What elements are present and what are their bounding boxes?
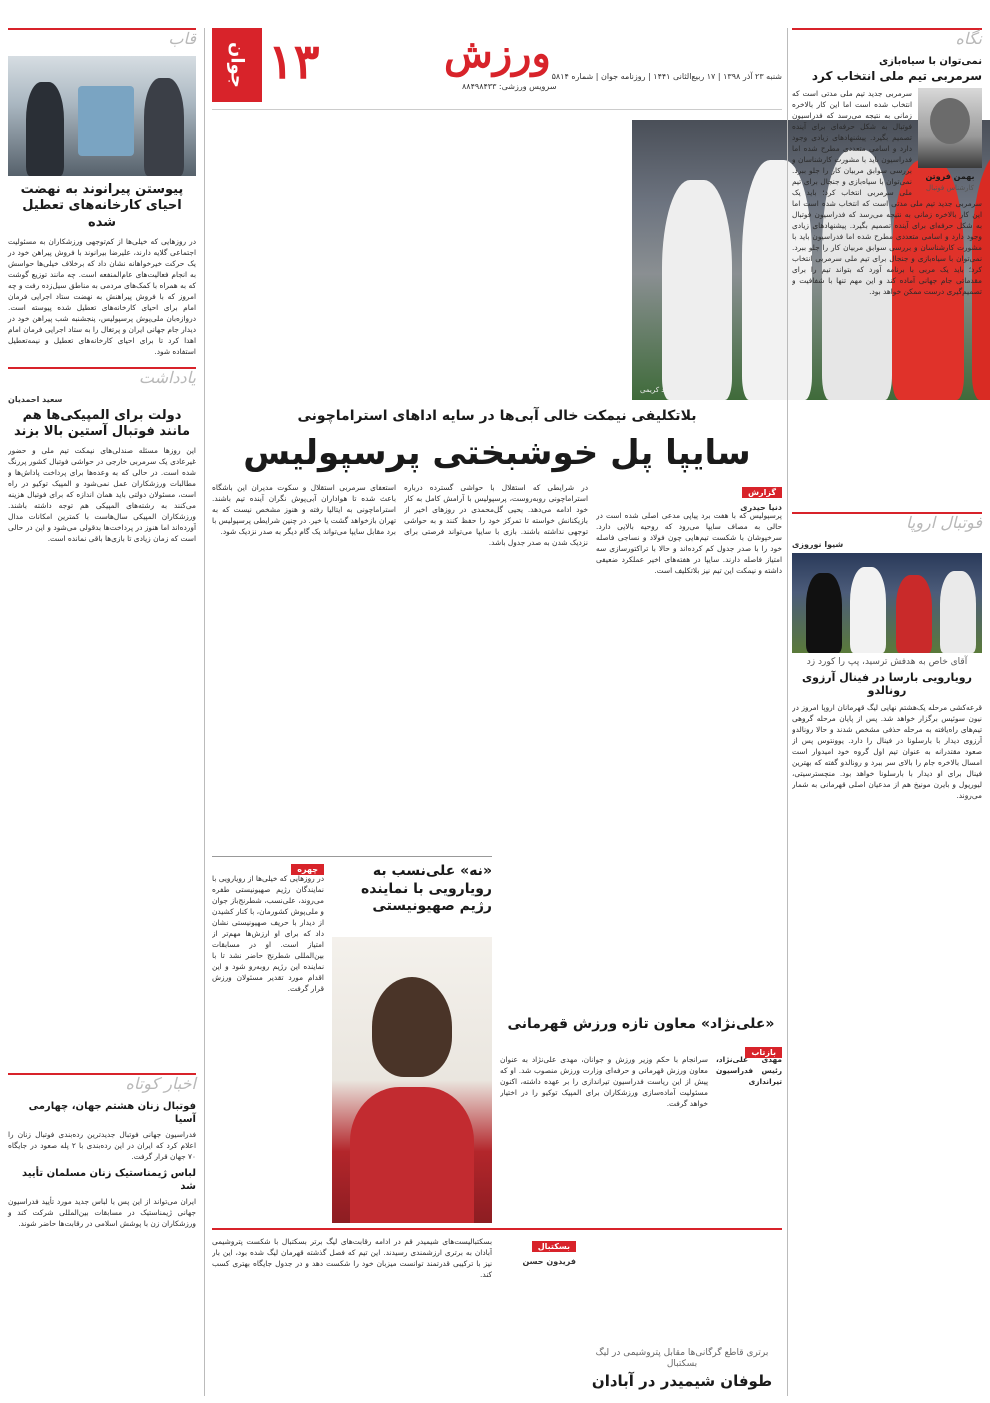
europe-body: قرعه‌کشی مرحله یک‌هشتم نهایی لیگ قهرمانان اروپا امروز در نیون سوئیس برگزار خواهد شد. پس از پایان مرحله گروهی تیم‌های راه‌یافته به مرحله حذفی مشخص شدند و حالا رونالدو آرزوی دیدار با بارسلونا در فینال را دارد. یوونتوس پس از صعود مقتدرانه به عنوان تیم اول گروه خود امیدوار است امسال بالاخره جام را بالای سر ببرد و رونالدو گفته که بهترین فینال برای او دیدار با بارسلونا خواهد بود. منچسترسیتی، لیورپول و بایرن مونیخ هم از مدعیان اصلی قهرمانی به شمار می‌روند. bbox=[792, 703, 982, 800]
main-body-col1: پرسپولیس که با هفت برد پیاپی مدعی اصلی شده است در حالی به مصاف سایپا می‌رود که روحیه بالایی دارد. سرخپوشان با شکست تیم‌هایی چون فولاد و نساجی فاصله خود را با صدر جدول کم کرده‌اند و حالا با تراکتورسازی سه امتیاز فاصله دارند. سایپا در هفته‌های اخیر عملکرد ضعیفی داشته و نیمکت این تیم نیز بلاتکلیف است. bbox=[596, 511, 782, 575]
main-headline: سایپا پل خوشبختی پرسپولیس bbox=[243, 433, 751, 473]
europe-photo-caption: آقای خاص به هدفش ترسید، پپ را کورد زد bbox=[806, 656, 968, 667]
box3-tag-wrap bbox=[500, 1234, 576, 1270]
short-news-1-body: فدراسیون جهانی فوتبال جدیدترین رده‌بندی فوتبال زنان را اعلام کرد که ایران در این رده‌بندی با ۲ پله صعود در جایگاه ۷۰ جهان قرار گرفت. bbox=[8, 1130, 196, 1162]
section-label-view: نگاه bbox=[955, 29, 982, 48]
opinion-headline: سرمربی تیم ملی انتخاب کرد bbox=[811, 68, 982, 83]
box3-author: فریدون حسن bbox=[522, 1257, 576, 1266]
top-story-headline: پیوستن پیرانوند به نهضت احیای کارخانه‌های تعطیل شده bbox=[20, 182, 184, 230]
photo-credit: عکس: محمد کریمی bbox=[640, 386, 699, 394]
section-label-frame: قاب bbox=[168, 29, 196, 48]
issue-info: شنبه ۲۳ آذر ۱۳۹۸ | ۱۷ ربیع‌الثانی ۱۴۴۱ | روزنامه جوان | شماره ۵۸۱۴ bbox=[551, 72, 782, 81]
section-label-short-news: اخبار کوتاه bbox=[125, 1074, 196, 1094]
box3-kicker: برتری قاطع گرگانی‌ها مقابل پتروشیمی در لیگ بسکتبال bbox=[595, 1348, 769, 1370]
box2-tag: بازتاب bbox=[745, 1047, 782, 1058]
box1 bbox=[212, 856, 492, 1222]
masthead bbox=[212, 28, 782, 110]
europe-headline: رویارویی بارسا در فینال آرزوی رونالدو bbox=[802, 670, 972, 698]
beiranvand-photo bbox=[8, 56, 196, 176]
box2-person: مهدی علی‌نژاد، رئیس فدراسیون تیراندازی bbox=[716, 1055, 782, 1086]
report-author: دنیا حیدری bbox=[740, 503, 782, 512]
contact-info: سرویس ورزشی: ۸۸۴۹۸۴۳۳ bbox=[462, 82, 557, 91]
short-news-1-title: فوتبال زنان هشتم جهان، چهارمی آسیا bbox=[28, 1101, 196, 1125]
chess-player-photo bbox=[332, 937, 492, 1223]
section-bar-short-news bbox=[8, 1073, 196, 1095]
box1-title: «نه» علی‌نسب به رویارویی با نماینده رژیم صهیونیستی bbox=[361, 863, 492, 914]
box3-title: طوفان شیمیدر در آبادان bbox=[591, 1372, 773, 1390]
box3-tag: بسکتبال bbox=[532, 1241, 576, 1252]
report-tag: گزارش bbox=[742, 487, 782, 498]
section-bar-frame bbox=[8, 28, 196, 50]
main-subhead: بلاتکلیفی نیمکت خالی آبی‌ها در سایه اداهای استراماچونی bbox=[297, 408, 697, 424]
europe-author: شیوا نوروزی bbox=[792, 539, 844, 549]
column-author: سعید احمدیان bbox=[8, 394, 63, 404]
opinion-body-top: سرمربی جدید تیم ملی مدتی است که انتخاب شده است اما این کار بالاخره زمانی به نتیجه می‌رسد که فدراسیون فوتبال به شکل حرفه‌ای برای آینده تصمیم بگیرد. پیشنهادهای زیادی وجود دارد و اسامی متعددی مطرح شده اما فدراسیون باید با مشورت کارشناسان و بررسی سوابق مربیان کار را جلو ببرد. نمی‌توان با سیاه‌بازی و جنجال برای تیم ملی سرمربی انتخاب کرد؛ باید یک bbox=[792, 88, 912, 197]
box1-body: در روزهایی که خیلی‌ها از رویارویی با نمایندگان رژیم صهیونیستی طفره می‌روند، علی‌نسب، شطرنج‌باز جوان و ملی‌پوش کشورمان، با کنار کشیدن از دیدار با حریف صهیونیستی نشان داد که برای او ارزش‌ها مهم‌تر از امتیاز است. او در مسابقات بین‌المللی شطرنج حاضر نشد تا با نماینده این رژیم روبه‌رو شود و این اقدام مورد تقدیر مسئولان ورزش قرار گرفت. bbox=[212, 874, 324, 993]
main-body-col3: استعفای سرمربی استقلال و سکوت مدیران این باشگاه باعث شده تا هواداران آبی‌پوش نگران آینده تیم باشند. استراماچونی به ایتالیا رفته و هنوز مشخص نیست که به تهران بازخواهد گشت یا خیر. در چنین شرایطی پرسپولیس با برد مقابل سایپا می‌تواند یک گام دیگر به صدر نزدیک شود. bbox=[212, 483, 396, 536]
box3-rule bbox=[212, 1228, 782, 1230]
section-bar-europe bbox=[792, 512, 982, 534]
column-body: این روزها مسئله صندلی‌های نیمکت تیم ملی و حضور غیرعادی یک سرمربی خارجی در حواشی فوتبال کشور پررنگ شده است. در حالی که به وعده‌ها برای پرداخت پاداش‌ها و مطالبات ورزشکاران عمل نمی‌شود و المپیک توکیو در راه است، مسئولان دولتی باید همان اندازه که برای فوتبال هزینه می‌کنند به رشته‌های المپیکی هم توجه داشته باشند. ورزشکاران المپیکی سال‌هاست با کمترین امکانات مدال آورده‌اند اما هنوز در پرداخت‌ها بدقولی می‌شود و این در حالی است که زمان زیادی تا بازی‌ها باقی نمانده است. bbox=[8, 446, 196, 544]
author-photo bbox=[918, 88, 982, 168]
box1-tag: چهره bbox=[291, 864, 324, 875]
newspaper-logo: جوان bbox=[212, 28, 262, 102]
divider-right bbox=[787, 28, 788, 1396]
europe-photo bbox=[792, 553, 982, 653]
opinion-body: سرمربی جدید تیم ملی مدتی است که انتخاب شده است اما این کار بالاخره زمانی به نتیجه می‌رسد که فدراسیون فوتبال به شکل حرفه‌ای برای آینده تصمیم بگیرد. پیشنهادهای زیادی وجود دارد و اسامی متعددی مطرح شده اما فدراسیون باید با مشورت کارشناسان و بررسی سوابق مربیان کار را جلو ببرد. نمی‌توان با سیاه‌بازی و جنجال برای تیم ملی سرمربی انتخاب کرد؛ باید یک مربی با برنامه آورد که بتواند تیم را برای مقدماتی جام جهانی آماده کند و این مهم تنها با شفافیت و تصمیم‌گیری درست ممکن خواهد بود. bbox=[792, 198, 982, 296]
top-story-body: در روزهایی که خیلی‌ها از کم‌توجهی ورزشکاران به مسئولیت اجتماعی گلایه دارند، علیرضا بیرانوند با فروش پیراهن خود در یک حرکت خیرخواهانه نشان داد که برخلاف خیلی‌ها حواسش به انجام فعالیت‌های عام‌المنفعه است. چه مانند توزیع گوشت که به همراه با کمک‌های مردمی به مناطق سیل‌زده رفت و چه امروز که با فروش پیراهنش به نهضت ستاد اجرایی فرمان امام برای احیای کارخانه‌های تعطیل شده پیوسته است. دروازه‌بان ملی‌پوش پرسپولیس، پنجشنبه شب پیراهن خود در دیدار جام جهانی ایران و پرتغال را به ستاد اجرایی فرمان امام اهدا کرد تا برای احیای کارخانه‌های تعطیل و نیمه‌تعطیل استفاده شود. bbox=[8, 236, 196, 356]
opinion-kicker: نمی‌توان با سیاه‌بازی bbox=[878, 56, 982, 67]
author-name: بهمن فروتن bbox=[925, 171, 975, 181]
page-number: ۱۳ bbox=[268, 34, 320, 90]
column-headline: دولت برای المپیکی‌ها هم مانند فوتبال آستین بالا بزند bbox=[13, 407, 191, 439]
section-label-europe: فوتبال اروپا bbox=[905, 512, 982, 532]
divider-left bbox=[204, 28, 205, 1396]
main-body-col2: در شرایطی که استقلال با حواشی گسترده درباره استراماچونی روبه‌روست، پرسپولیس با آرامش کامل به کار خود ادامه می‌دهد. یحیی گل‌محمدی در روزهای اخیر از بازیکنانش خواسته تا تمرکز خود را حفظ کنند و به حواشی توجهی نداشته باشند. بازی با سایپا می‌تواند فرصتی برای نزدیک شدن به صدر جدول باشد. bbox=[404, 483, 588, 547]
right-column bbox=[792, 28, 982, 1342]
box3-body: بسکتبالیست‌های شیمیدر قم در ادامه رقابت‌های لیگ برتر بسکتبال با شکست پتروشیمی آبادان به برتری ارزشمندی رسیدند. این تیم که فصل گذشته قهرمان لیگ شده بود، این بار نیز با ترکیبی قدرتمند توانست میزبان خود را شکست دهد و در جدول جایگاه بهتری کسب کند. bbox=[212, 1237, 492, 1279]
opinion-author-block bbox=[792, 88, 982, 198]
section-title: ورزش bbox=[444, 30, 551, 77]
section-bar-view bbox=[792, 28, 982, 50]
box2-title: «علی‌نژاد» معاون تازه ورزش قهرمانی bbox=[507, 1016, 775, 1032]
box2-body: سرانجام با حکم وزیر ورزش و جوانان، مهدی علی‌نژاد به عنوان معاون ورزش قهرمانی و حرفه‌ای وزارت ورزش منصوب شد. او که پیش از این ریاست فدراسیون تیراندازی را بر عهده داشته، اکنون مسئولیت آماده‌سازی ورزشکاران برای المپیک توکیو را در اختیار خواهد گرفت. bbox=[500, 1055, 708, 1108]
author-role: کارشناس فوتبال bbox=[926, 183, 974, 192]
section-bar-column bbox=[8, 367, 196, 389]
left-column bbox=[8, 28, 196, 1229]
section-label-column: یادداشت bbox=[138, 367, 196, 387]
short-news-2-title: لباس ژیمناستیک زنان مسلمان تأیید شد bbox=[22, 1168, 196, 1192]
short-news-2-body: ایران می‌تواند از این پس با لباس جدید مورد تأیید فدراسیون جهانی ژیمناستیک در مسابقات بین‌المللی شرکت کند و ورزشکاران زن با پوشش اسلامی در رقابت‌ها حاضر شوند. bbox=[8, 1197, 196, 1229]
